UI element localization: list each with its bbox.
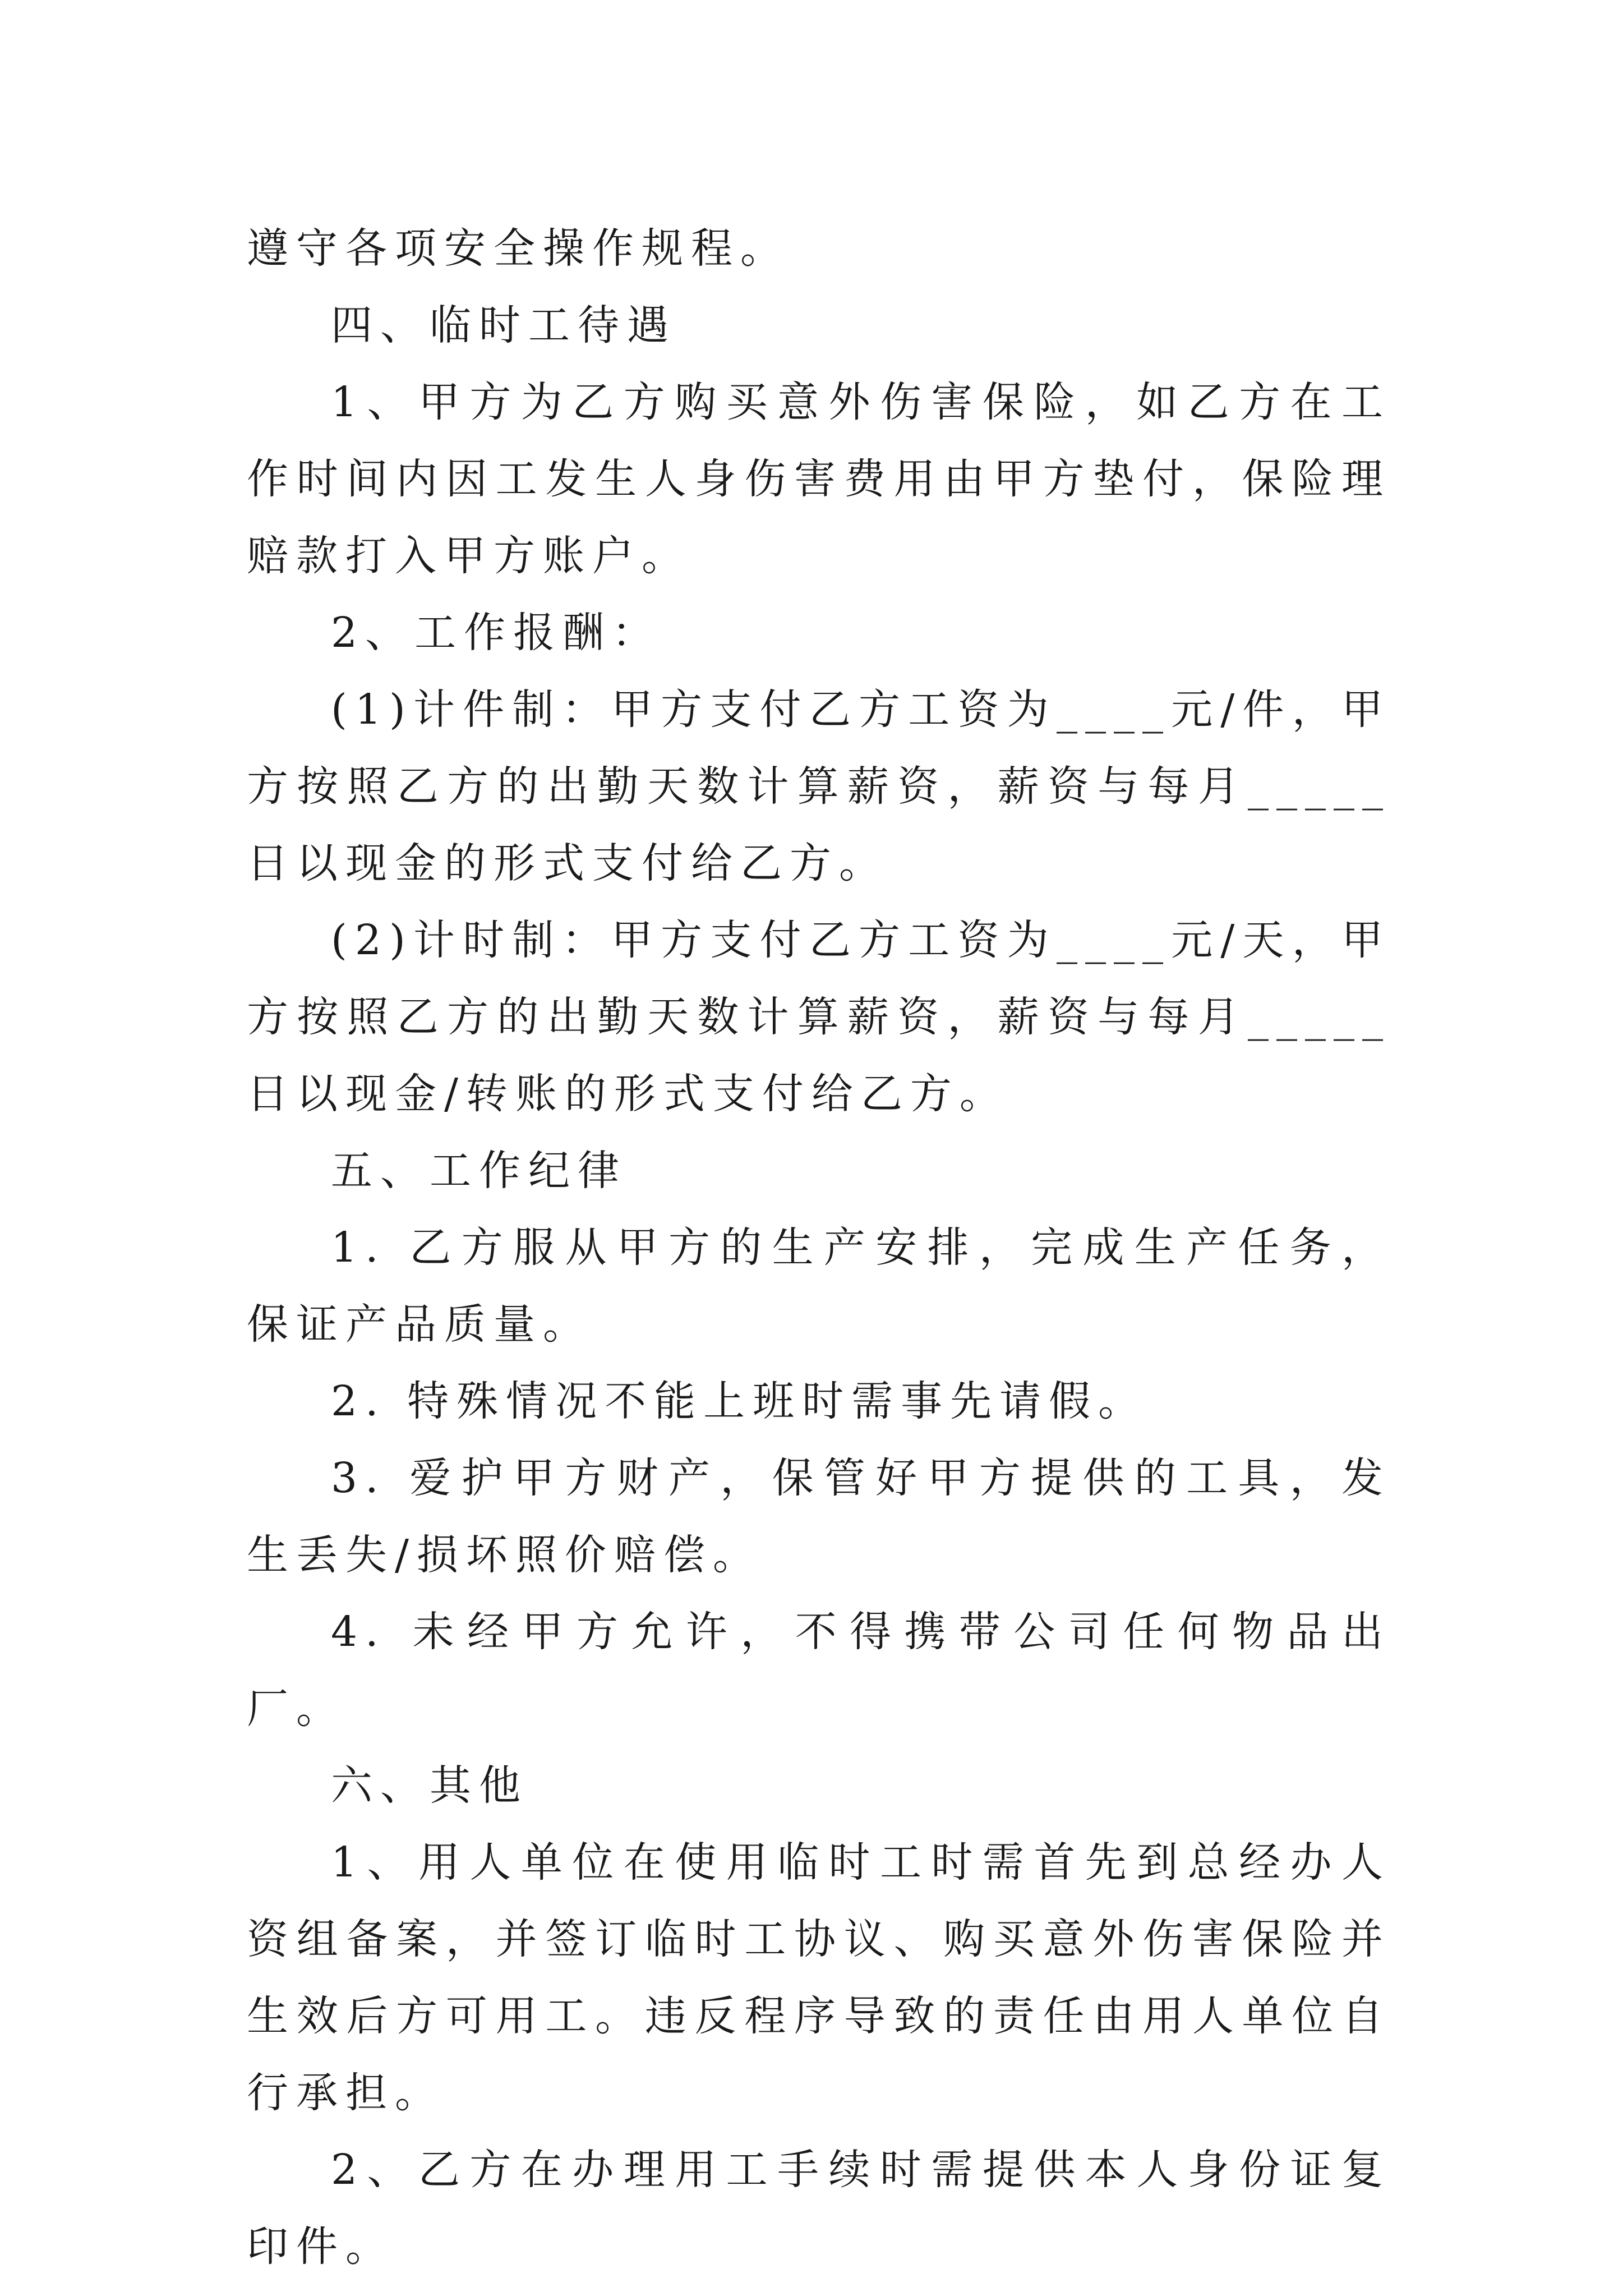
- paragraph-piecework: (1)计件制：甲方支付乙方工资为____元/件，甲方按照乙方的出勤天数计算薪资，薪资与每月_____日以现金的形式支付给乙方。: [247, 685, 1391, 887]
- paragraph-other-1: 1、用人单位在使用临时工时需首先到总经办人资组备案，并签订临时工协议、购买意外伤害保险并生效后方可用工。违反程序导致的责任由用人单位自行承担。: [247, 1838, 1391, 2117]
- section-heading-work-discipline: 五、工作纪律: [331, 1147, 627, 1195]
- section-heading-other: 六、其他: [331, 1761, 528, 1810]
- section-heading-temp-worker-benefits: 四、临时工待遇: [331, 301, 676, 349]
- paragraph-discipline-3: 3. 爱护甲方财产，保管好甲方提供的工具，发生丢失/损坏照价赔偿。: [247, 1454, 1391, 1579]
- paragraph-compensation: 2、工作报酬：: [331, 609, 662, 657]
- paragraph-other-2: 2、乙方在办理用工手续时需提供本人身份证复印件。: [247, 2146, 1391, 2271]
- paragraph-safety-rules: 遵守各项安全操作规程。: [247, 224, 790, 273]
- paragraph-hourly: (2)计时制：甲方支付乙方工资为____元/天，甲方按照乙方的出勤天数计算薪资，薪资与每月_____日以现金/转账的形式支付给乙方。: [247, 916, 1391, 1118]
- paragraph-insurance: 1、甲方为乙方购买意外伤害保险，如乙方在工作时间内因工发生人身伤害费用由甲方垫付，保险理赔款打入甲方账户。: [247, 378, 1391, 580]
- paragraph-discipline-4: 4. 未经甲方允许，不得携带公司任何物品出厂。: [247, 1608, 1391, 1733]
- document-page: [247, 210, 1391, 2285]
- paragraph-discipline-1: 1. 乙方服从甲方的生产安排，完成生产任务，保证产品质量。: [247, 1223, 1391, 1349]
- paragraph-discipline-2: 2. 特殊情况不能上班时需事先请假。: [331, 1377, 1148, 1425]
